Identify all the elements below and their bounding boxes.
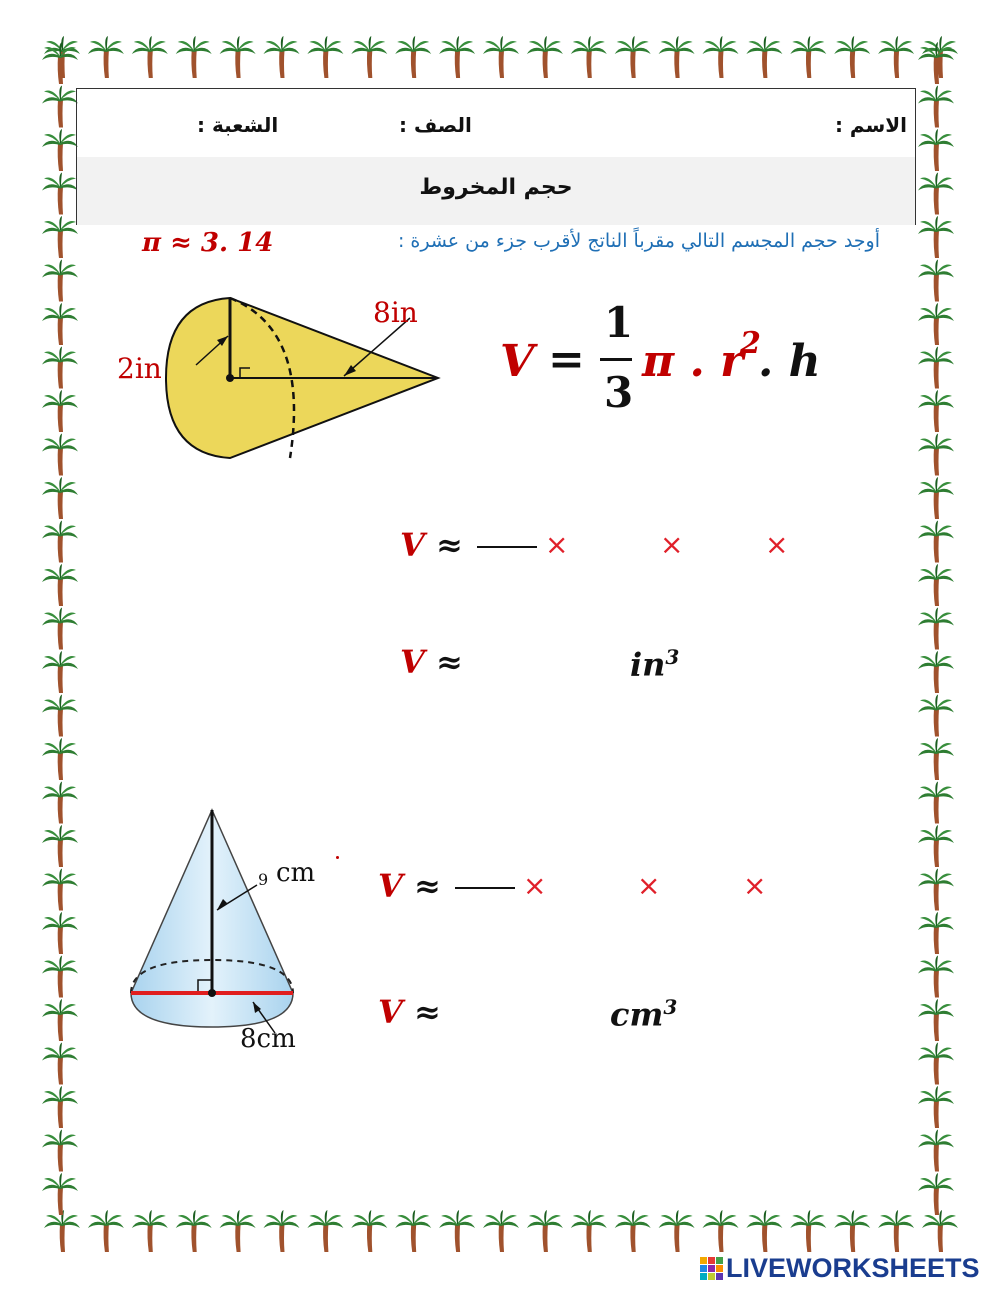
palm-tree-icon <box>42 651 78 693</box>
p2-times-3: × <box>743 869 767 902</box>
palm-tree-icon <box>351 1210 387 1252</box>
formula-V: V <box>500 336 535 387</box>
p1-line2-V: V <box>400 643 425 681</box>
palm-tree-icon <box>42 477 78 519</box>
palm-tree-icon <box>918 608 954 650</box>
section-label: الشعبة : <box>197 113 279 137</box>
palm-tree-icon <box>918 956 954 998</box>
instruction-text: أوجد حجم المجسم التالي مقرباً الناتج لأقرب جزء من عشرة : <box>397 230 880 252</box>
palm-tree-icon <box>918 129 954 171</box>
palm-tree-icon <box>527 36 563 78</box>
palm-tree-icon <box>918 912 954 954</box>
palm-tree-icon <box>918 86 954 128</box>
cone-figure-2 <box>125 805 305 1035</box>
palm-tree-icon <box>220 1210 256 1252</box>
palm-tree-icon <box>918 1086 954 1128</box>
palm-tree-icon <box>88 36 124 78</box>
palm-tree-icon <box>42 434 78 476</box>
slant-number: 9 <box>258 870 269 889</box>
palm-tree-icon <box>918 390 954 432</box>
p2-unit <box>610 995 677 1034</box>
palm-tree-icon <box>42 564 78 606</box>
p2-unit-exp: 3 <box>663 995 678 1019</box>
palm-tree-icon <box>918 477 954 519</box>
palm-tree-icon <box>42 782 78 824</box>
palm-tree-icon <box>878 1210 914 1252</box>
palm-tree-icon <box>264 36 300 78</box>
p1-times-1: × <box>545 528 569 561</box>
palm-tree-icon <box>307 36 343 78</box>
slant-height-label: 8in <box>373 296 418 329</box>
p1-times-2: × <box>660 528 684 561</box>
slant-unit: cm <box>276 858 316 888</box>
palm-tree-icon <box>42 260 78 302</box>
p1-line1-V: V <box>400 526 425 564</box>
palm-tree-icon <box>42 1173 78 1215</box>
palm-tree-icon <box>42 869 78 911</box>
palm-tree-icon <box>918 216 954 258</box>
palm-tree-icon <box>42 390 78 432</box>
palm-tree-icon <box>790 1210 826 1252</box>
palm-tree-icon <box>483 1210 519 1252</box>
formula-exponent: 2 <box>740 326 761 361</box>
p1-unit-exp: 3 <box>665 645 680 669</box>
palm-tree-icon <box>42 738 78 780</box>
palm-tree-icon <box>439 36 475 78</box>
palm-tree-icon <box>918 173 954 215</box>
palm-tree-icon <box>918 695 954 737</box>
palm-tree-icon <box>351 36 387 78</box>
palm-tree-icon <box>918 303 954 345</box>
palm-tree-icon <box>42 1130 78 1172</box>
stray-dot <box>336 856 339 859</box>
logo-text: LIVEWORKSHEETS <box>726 1253 980 1283</box>
palm-tree-icon <box>918 869 954 911</box>
formula-numerator: 1 <box>604 298 634 347</box>
palm-tree-icon <box>571 36 607 78</box>
p2-answer-blank[interactable] <box>455 887 515 889</box>
formula-h: . h <box>758 336 821 387</box>
class-label: الصف : <box>399 113 472 137</box>
palm-tree-icon <box>746 1210 782 1252</box>
palm-tree-icon <box>176 36 212 78</box>
p1-times-3: × <box>765 528 789 561</box>
palm-tree-icon <box>790 36 826 78</box>
formula-denominator: 3 <box>604 368 634 417</box>
palm-tree-icon <box>42 608 78 650</box>
p2-line1-V: V <box>378 867 403 905</box>
palm-tree-icon <box>918 651 954 693</box>
p2-line1-approx: ≈ <box>414 867 441 905</box>
palm-tree-icon <box>615 36 651 78</box>
palm-tree-icon <box>439 1210 475 1252</box>
radius-label: 2in <box>117 352 162 385</box>
palm-tree-icon <box>922 1210 958 1252</box>
palm-tree-icon <box>176 1210 212 1252</box>
palm-tree-icon <box>918 782 954 824</box>
palm-tree-icon <box>878 36 914 78</box>
palm-tree-icon <box>703 36 739 78</box>
palm-tree-icon <box>88 1210 124 1252</box>
palm-tree-icon <box>918 825 954 867</box>
palm-tree-icon <box>42 1086 78 1128</box>
liveworksheets-logo <box>700 1253 995 1285</box>
palm-tree-icon <box>615 1210 651 1252</box>
palm-tree-icon <box>918 1173 954 1215</box>
palm-tree-icon <box>220 36 256 78</box>
fraction-bar <box>600 358 632 361</box>
logo-icon <box>700 1257 724 1281</box>
p1-answer-blank[interactable] <box>477 546 537 548</box>
palm-tree-icon <box>42 129 78 171</box>
p2-line2-V: V <box>378 993 403 1031</box>
palm-tree-icon <box>42 173 78 215</box>
palm-tree-icon <box>42 347 78 389</box>
page-title: حجم المخروط <box>419 175 573 200</box>
p2-times-2: × <box>637 869 661 902</box>
palm-tree-icon <box>703 1210 739 1252</box>
palm-tree-icon <box>42 1043 78 1085</box>
palm-tree-icon <box>42 86 78 128</box>
palm-tree-icon <box>132 36 168 78</box>
p1-unit-text: in <box>630 645 666 684</box>
header-box <box>76 88 916 225</box>
palm-tree-icon <box>918 260 954 302</box>
palm-tree-icon <box>42 956 78 998</box>
palm-tree-icon <box>659 36 695 78</box>
palm-tree-icon <box>918 1043 954 1085</box>
palm-tree-icon <box>571 1210 607 1252</box>
palm-tree-icon <box>395 1210 431 1252</box>
palm-tree-icon <box>918 521 954 563</box>
diameter-label: 8cm <box>240 1024 296 1054</box>
p1-line1-approx: ≈ <box>436 526 463 564</box>
palm-tree-icon <box>918 999 954 1041</box>
palm-tree-icon <box>42 825 78 867</box>
p1-line2-approx: ≈ <box>436 643 463 681</box>
palm-tree-icon <box>746 36 782 78</box>
palm-tree-icon <box>42 216 78 258</box>
p2-line2-approx: ≈ <box>414 993 441 1031</box>
palm-tree-icon <box>483 36 519 78</box>
palm-tree-icon <box>132 1210 168 1252</box>
palm-tree-icon <box>42 303 78 345</box>
palm-tree-icon <box>42 999 78 1041</box>
palm-tree-icon <box>42 695 78 737</box>
palm-tree-icon <box>918 42 954 84</box>
palm-tree-icon <box>527 1210 563 1252</box>
palm-tree-icon <box>918 434 954 476</box>
p1-unit <box>630 645 679 684</box>
volume-formula <box>500 298 830 428</box>
palm-tree-icon <box>42 42 78 84</box>
palm-tree-icon <box>395 36 431 78</box>
pi-constant: π ≈ 3. 14 <box>142 228 274 258</box>
name-label: الاسم : <box>834 113 907 137</box>
palm-tree-icon <box>918 1130 954 1172</box>
palm-tree-icon <box>918 347 954 389</box>
p2-times-1: × <box>523 869 547 902</box>
palm-tree-icon <box>42 521 78 563</box>
title-row <box>77 157 915 225</box>
student-info-row <box>77 89 915 158</box>
formula-equals: = <box>548 334 585 385</box>
palm-tree-icon <box>834 36 870 78</box>
formula-pi-r: π . r <box>642 336 744 387</box>
palm-tree-icon <box>44 1210 80 1252</box>
p2-unit-text: cm <box>610 995 664 1034</box>
palm-tree-icon <box>307 1210 343 1252</box>
palm-tree-icon <box>659 1210 695 1252</box>
palm-tree-icon <box>42 912 78 954</box>
palm-tree-icon <box>918 738 954 780</box>
palm-tree-icon <box>834 1210 870 1252</box>
palm-tree-icon <box>918 564 954 606</box>
palm-tree-icon <box>264 1210 300 1252</box>
